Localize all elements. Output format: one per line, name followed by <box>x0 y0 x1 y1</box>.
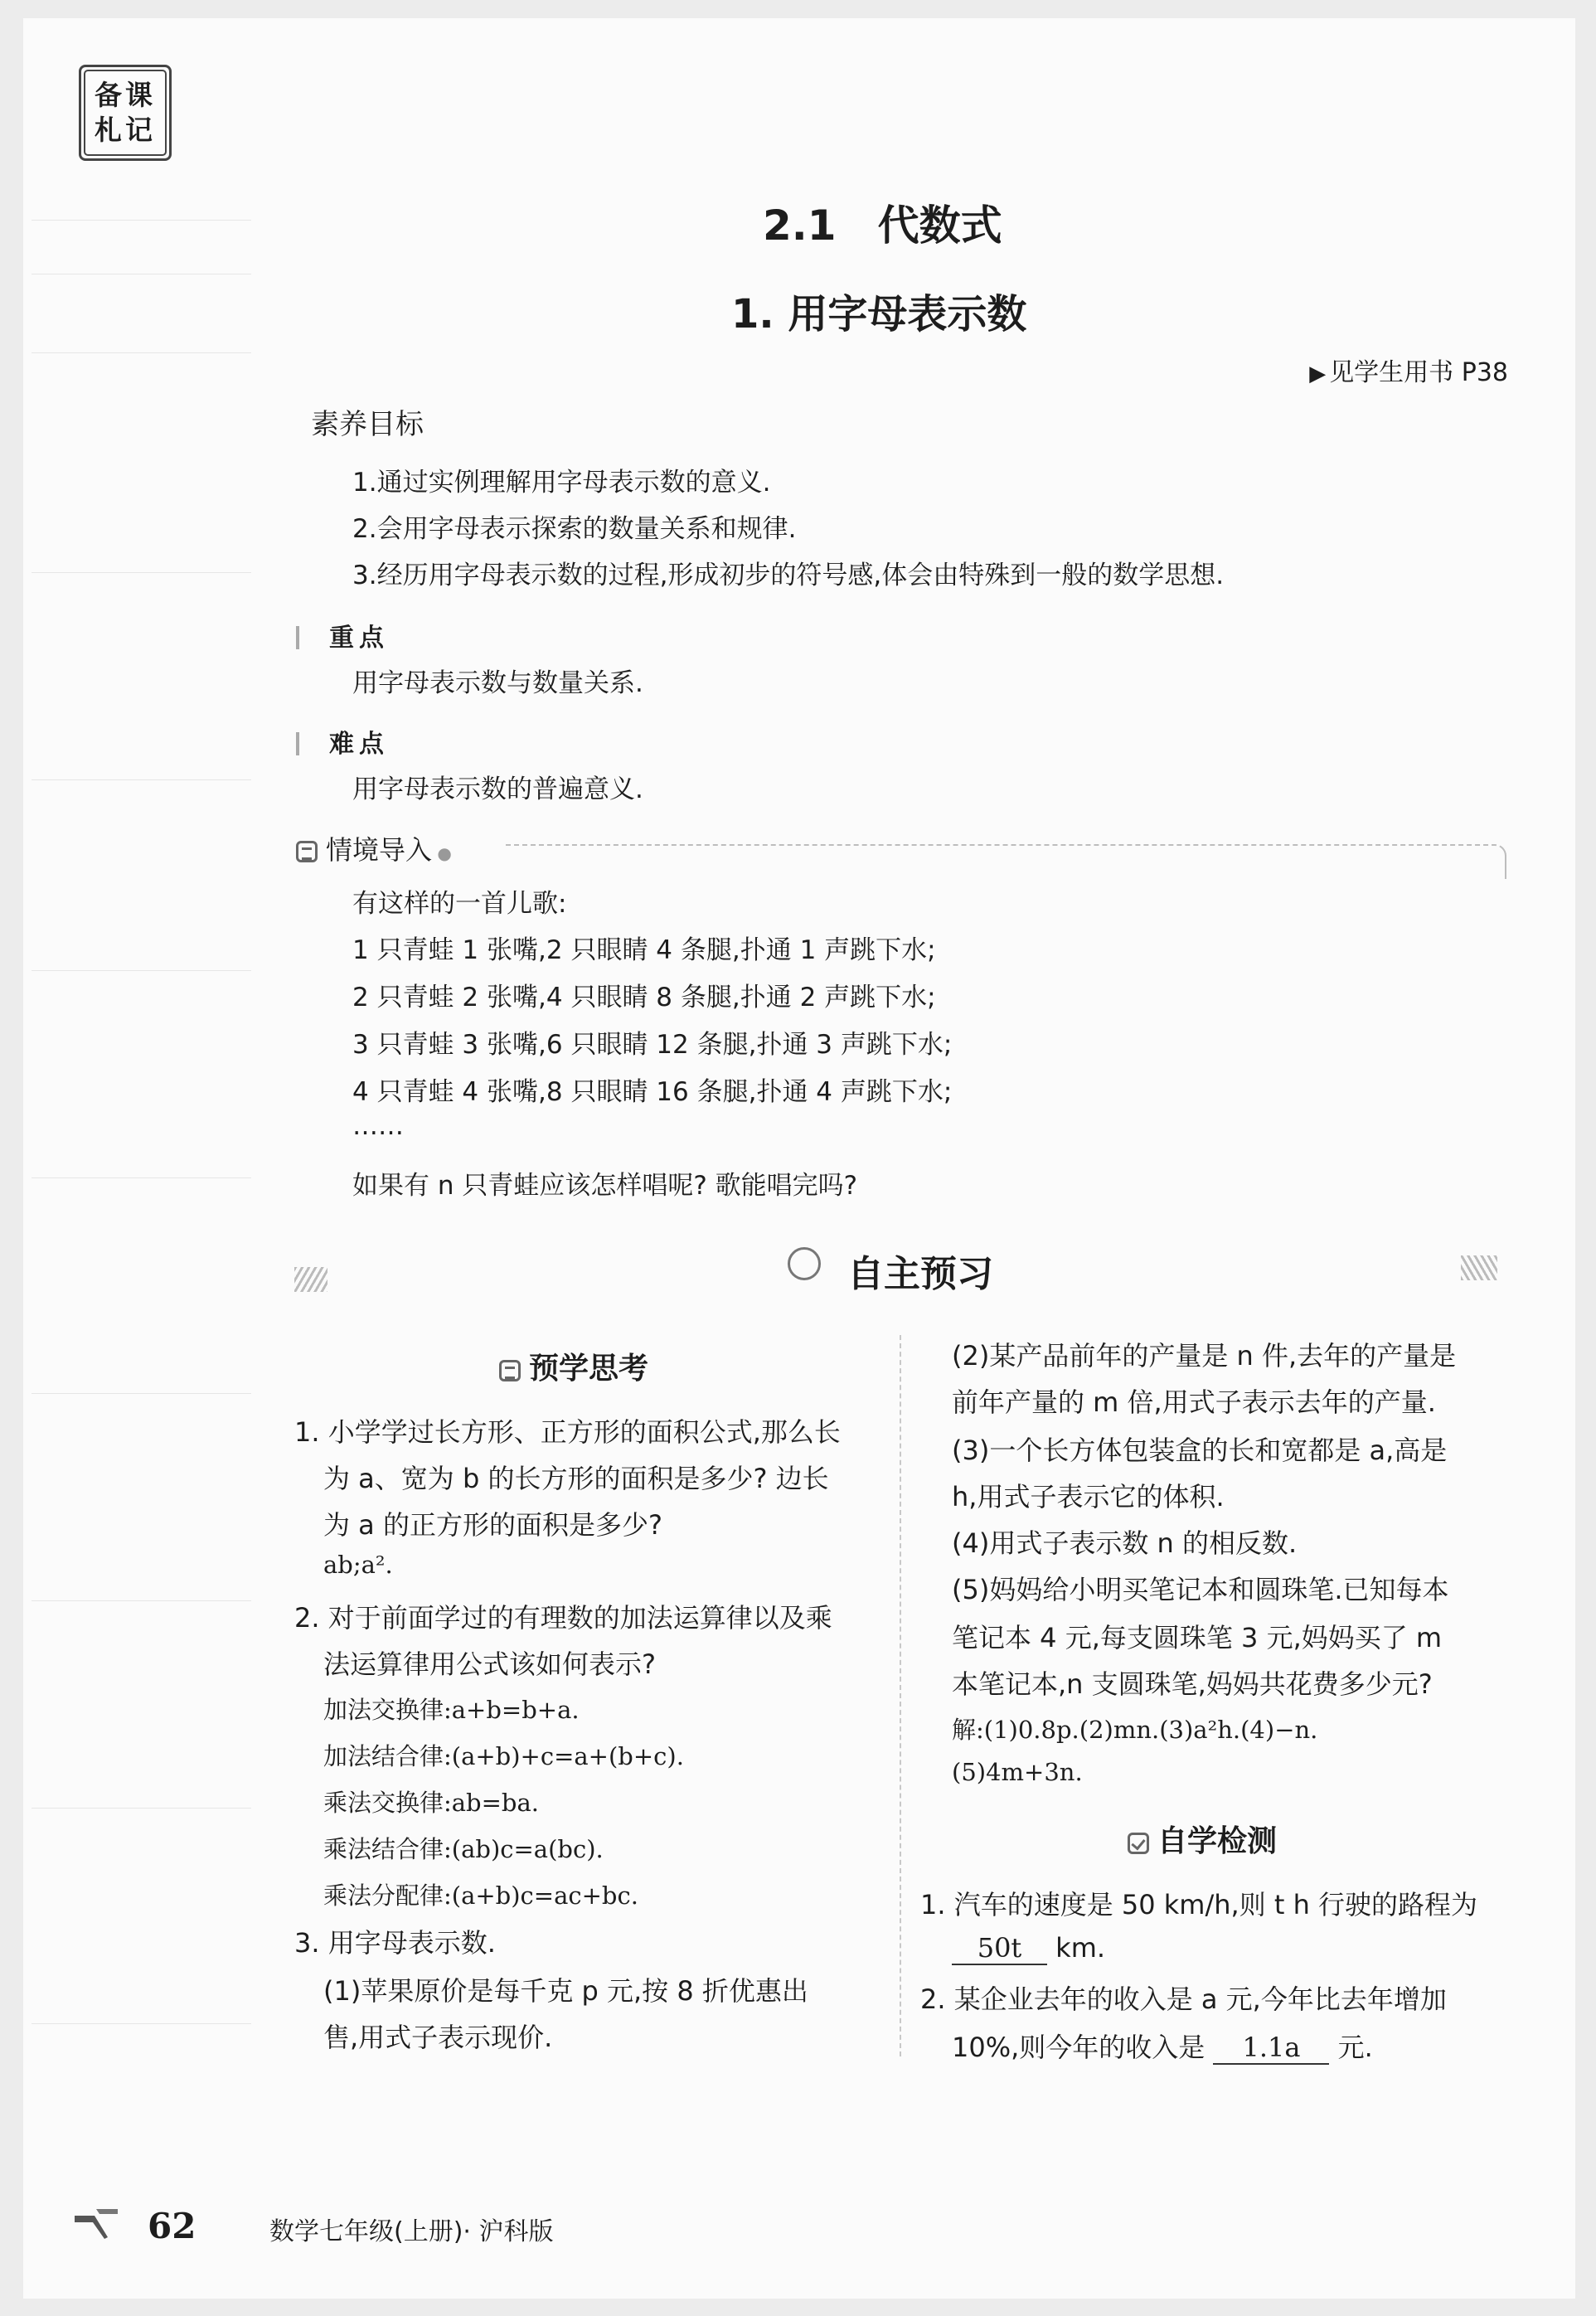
question-text: 10%,则今年的收入是 <box>952 2032 1205 2063</box>
section-title: 2.1 代数式 <box>763 201 1002 250</box>
context-line: 4 只青蛙 4 张嘴,8 只眼睛 16 条腿,扑通 4 声跳下水; <box>352 1077 953 1107</box>
margin-line <box>32 1177 251 1178</box>
question-line: (2)某产品前年的产量是 n 件,去年的产量是 <box>952 1340 1457 1372</box>
question-line: (1)苹果原价是每千克 p 元,按 8 折优惠出 <box>323 1975 808 2007</box>
goal-item: 3.经历用字母表示数的过程,形成初步的符号感,体会由特殊到一般的数学思想. <box>352 561 1225 590</box>
goals-heading: 素养目标 <box>311 408 424 441</box>
check-question: 2. 某企业去年的收入是 a 元,今年比去年增加 <box>920 1983 1447 2015</box>
self-check-heading-text: 自学检测 <box>1157 1824 1278 1858</box>
goal-item: 1.通过实例理解用字母表示数的意义. <box>352 468 771 498</box>
context-line: 2 只青蛙 2 张嘴,4 只眼睛 8 条腿,扑通 2 声跳下水; <box>352 983 936 1012</box>
context-line: …… <box>352 1111 404 1141</box>
answer-line: 乘法分配律:(a+b)c=ac+bc. <box>323 1881 638 1910</box>
question-line: 1. 小学学过长方形、正方形的面积公式,那么长 <box>294 1416 841 1448</box>
key-point-heading <box>296 617 389 653</box>
margin-line <box>32 220 251 221</box>
banner-title: 自主预习 <box>847 1253 993 1295</box>
context-heading-text: 情境导入 <box>326 834 433 866</box>
unit-text: 元. <box>1337 2032 1373 2063</box>
notes-stamp <box>79 65 172 161</box>
check-question-cont <box>952 1932 1105 1965</box>
notebook-icon <box>296 841 318 862</box>
difficult-point-label: 难点 <box>329 730 389 759</box>
question-line: 为 a、宽为 b 的长方形的面积是多少? 边长 <box>323 1463 829 1494</box>
student-book-reference <box>1309 352 1508 388</box>
banner-decoration <box>294 1267 327 1292</box>
margin-line <box>32 1600 251 1601</box>
context-rule <box>506 844 1506 879</box>
answer-line: 解:(1)0.8p.(2)mn.(3)a²h.(4)−n. <box>952 1716 1318 1744</box>
answer-line: (5)4m+3n. <box>952 1758 1083 1786</box>
answer-blank: 50t <box>952 1932 1047 1965</box>
answer-line: 加法结合律:(a+b)+c=a+(b+c). <box>323 1742 684 1770</box>
answer-blank: 1.1a <box>1213 2032 1329 2065</box>
question-line: 法运算律用公式该如何表示? <box>323 1648 656 1680</box>
pencil-circle-icon <box>788 1247 821 1280</box>
question-line: 本笔记本,n 支圆珠笔,妈妈共花费多少元? <box>952 1668 1433 1700</box>
question-line: 售,用式子表示现价. <box>323 2022 553 2053</box>
answer-line: 加法交换律:a+b=b+a. <box>323 1696 580 1724</box>
reference-text: 见学生用书 P38 <box>1329 358 1508 387</box>
margin-line <box>32 352 251 353</box>
question-line: (5)妈妈给小明买笔记本和圆珠笔.已知每本 <box>952 1574 1449 1605</box>
context-line: 有这样的一首儿歌: <box>352 889 567 919</box>
question-line: (4)用式子表示数 n 的相反数. <box>952 1527 1298 1559</box>
margin-line <box>32 970 251 971</box>
column-divider <box>900 1335 901 2056</box>
self-check-heading <box>1128 1818 1277 1860</box>
key-point-text: 用字母表示数与数量关系. <box>352 668 643 698</box>
difficult-point-text: 用字母表示数的普遍意义. <box>352 774 643 804</box>
notebook-icon <box>499 1360 521 1381</box>
margin-line <box>32 572 251 573</box>
check-question: 1. 汽车的速度是 50 km/h,则 t h 行驶的路程为 <box>920 1889 1478 1920</box>
question-line: 笔记本 4 元,每支圆珠笔 3 元,妈妈买了 m <box>952 1622 1443 1653</box>
page-corner-mark-icon <box>71 2204 121 2241</box>
section-bar <box>296 732 299 755</box>
stamp-line2: 札记 <box>95 114 156 146</box>
stamp-line1: 备课 <box>95 79 156 111</box>
unit-text: km. <box>1055 1932 1106 1964</box>
section-bar <box>296 626 299 649</box>
question-line: 2. 对于前面学过的有理数的加法运算律以及乘 <box>294 1602 832 1634</box>
preview-heading <box>499 1345 648 1387</box>
preview-heading-text: 预学思考 <box>529 1352 649 1386</box>
difficult-point-heading <box>296 723 389 760</box>
context-line: 如果有 n 只青蛙应该怎样唱呢? 歌能唱完吗? <box>352 1171 858 1201</box>
context-heading: 情境导入 ● <box>296 829 452 867</box>
lesson-title: 1. 用字母表示数 <box>731 291 1027 337</box>
book-title: 数学七年级(上册)· 沪科版 <box>269 2217 554 2246</box>
question-line: 前年产量的 m 倍,用式子表示去年的产量. <box>952 1386 1436 1418</box>
question-line: 3. 用字母表示数. <box>294 1927 496 1959</box>
context-line: 1 只青蛙 1 张嘴,2 只眼睛 4 条腿,扑通 1 声跳下水; <box>352 935 936 965</box>
check-question-cont <box>952 2027 1373 2065</box>
margin-line <box>32 779 251 780</box>
key-point-label: 重点 <box>329 624 389 653</box>
question-line: h,用式子表示它的体积. <box>952 1481 1225 1512</box>
checkbox-icon <box>1128 1833 1149 1854</box>
answer-line: ab;a². <box>323 1551 393 1579</box>
answer-line: 乘法结合律:(ab)c=a(bc). <box>323 1835 604 1863</box>
question-line: 为 a 的正方形的面积是多少? <box>323 1509 662 1541</box>
margin-line <box>32 2023 251 2024</box>
page-number: 62 <box>148 2206 196 2246</box>
answer-line: 乘法交换律:ab=ba. <box>323 1789 539 1817</box>
margin-line <box>32 1393 251 1394</box>
context-line: 3 只青蛙 3 张嘴,6 只眼睛 12 条腿,扑通 3 声跳下水; <box>352 1030 953 1060</box>
goal-item: 2.会用字母表示探索的数量关系和规律. <box>352 514 797 544</box>
question-line: (3)一个长方体包装盒的长和宽都是 a,高是 <box>952 1435 1448 1466</box>
banner-decoration <box>1461 1255 1497 1280</box>
margin-line <box>32 1808 251 1809</box>
triangle-right-icon: ▶ <box>1309 362 1327 386</box>
